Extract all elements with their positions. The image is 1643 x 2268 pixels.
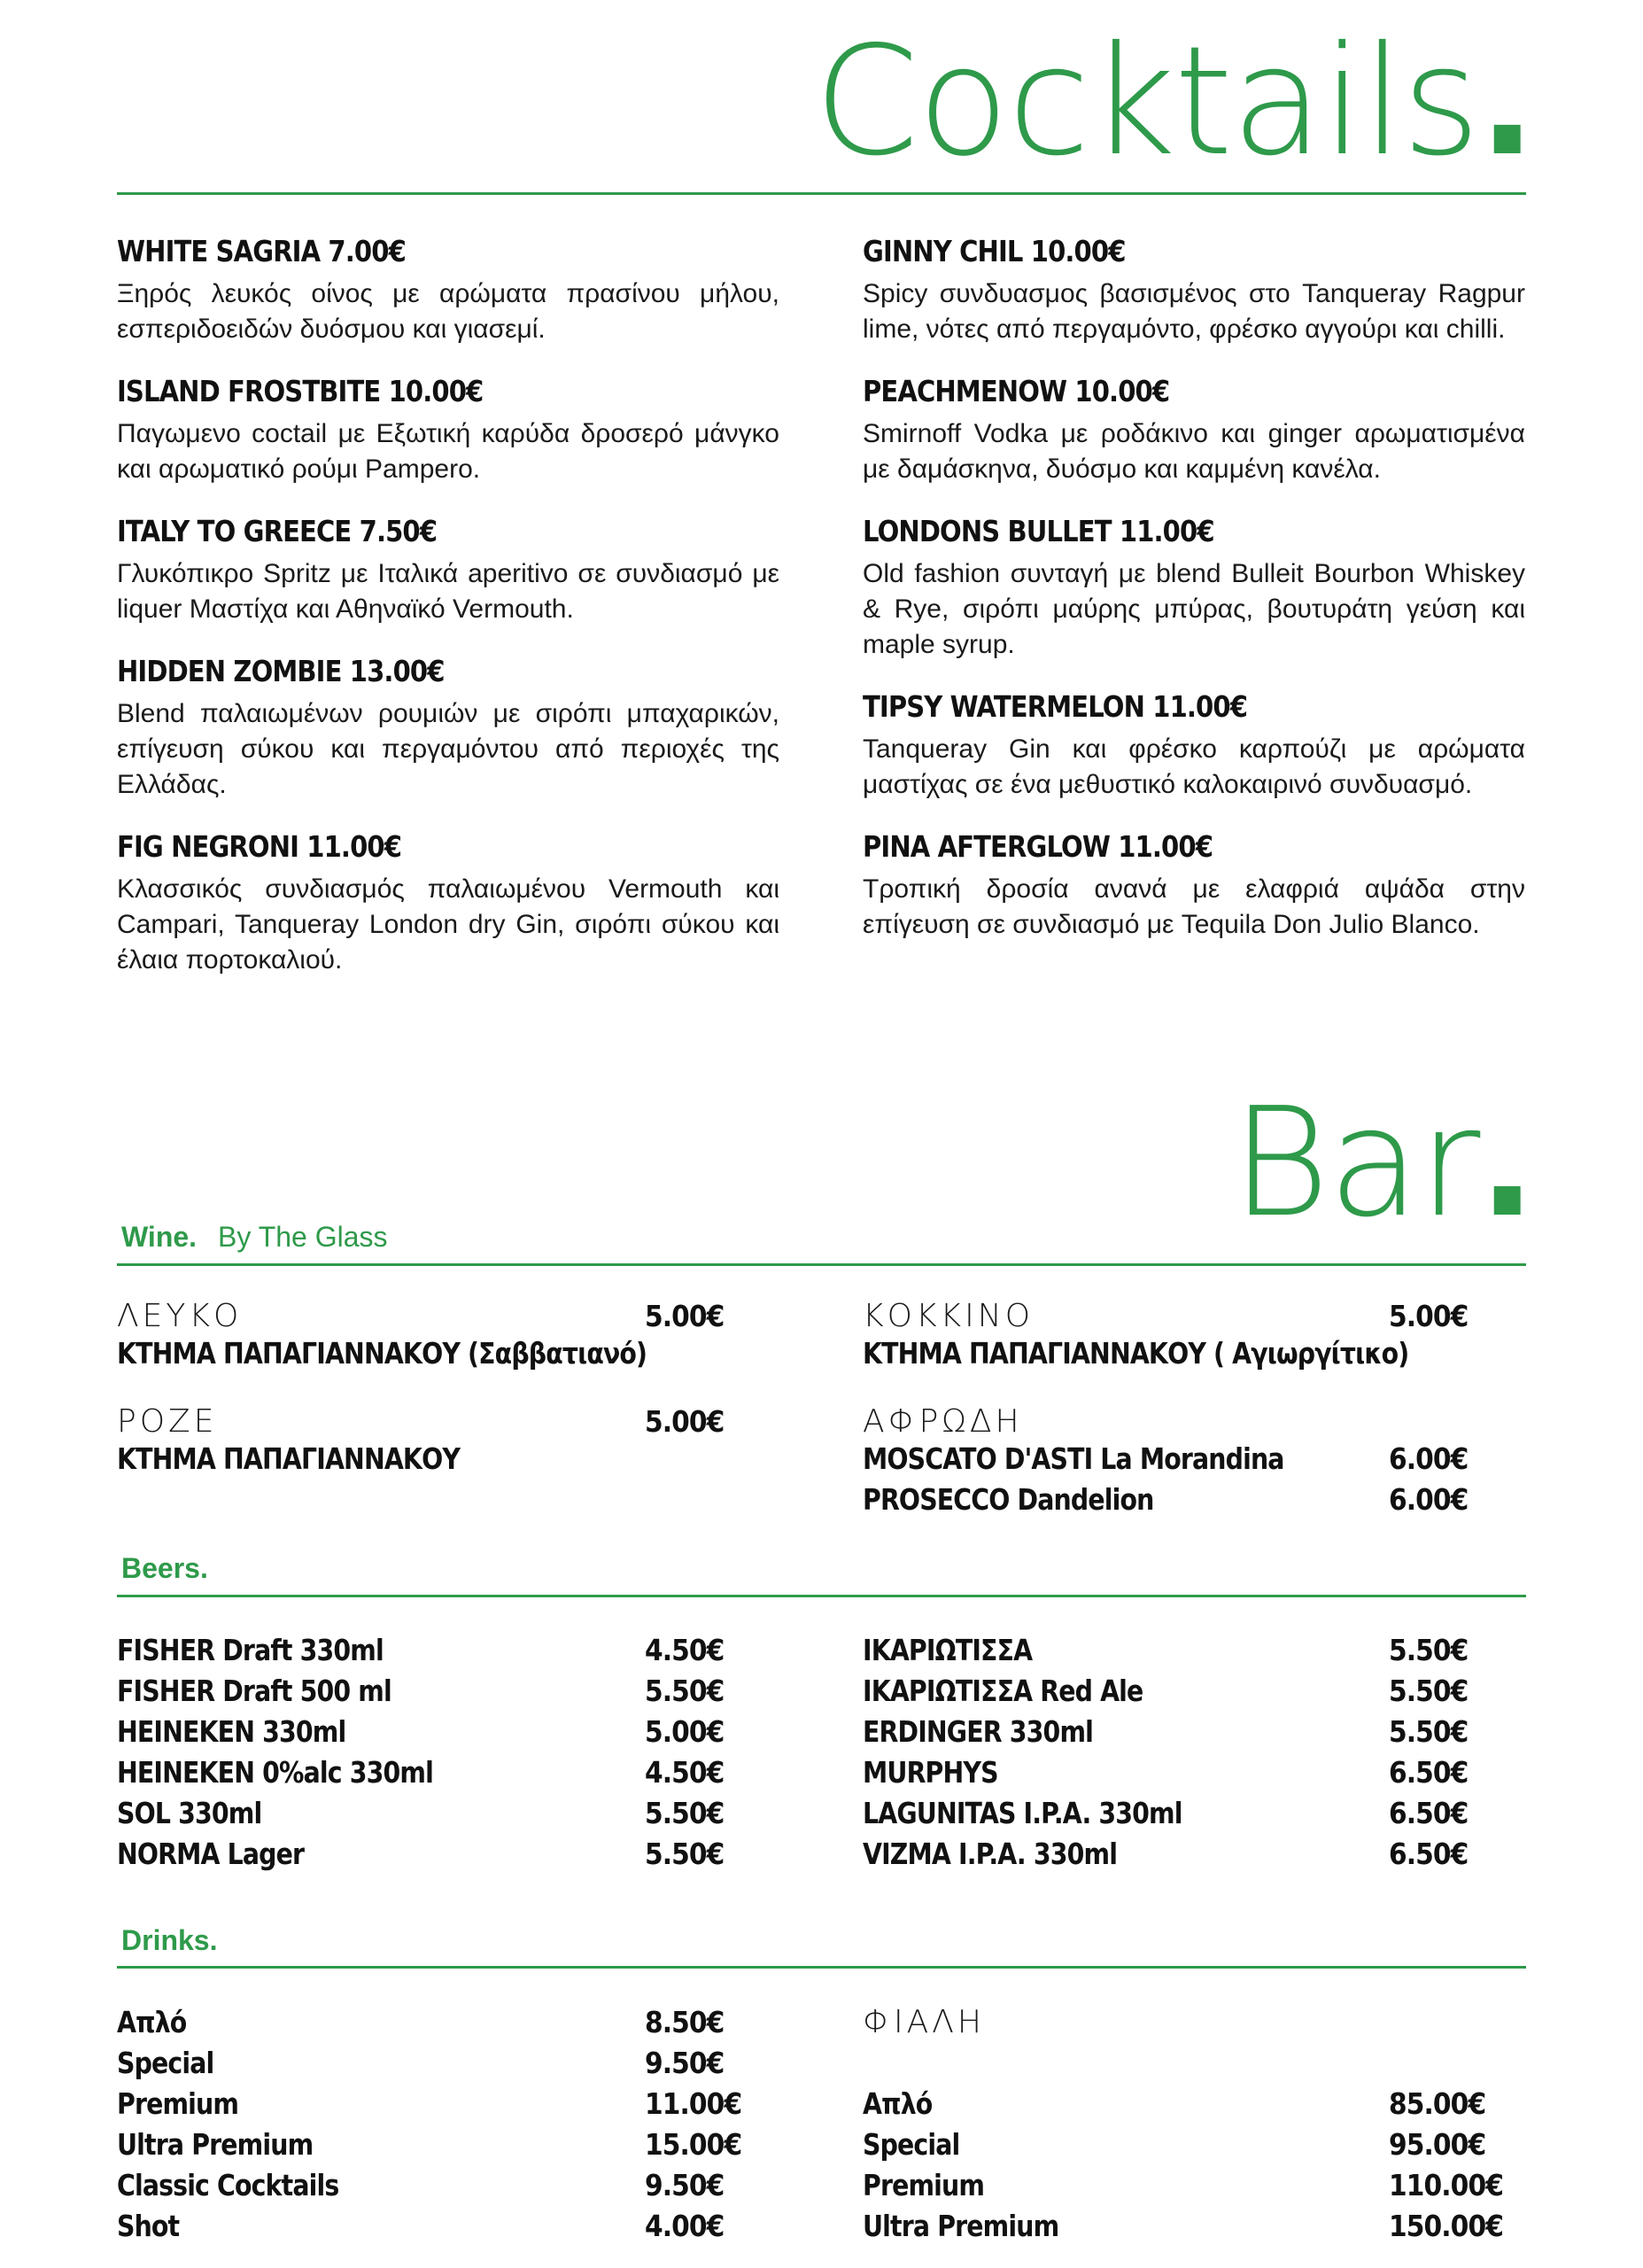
item-name: Special [863,2127,960,2162]
cocktail-item [863,827,1525,943]
cocktail-description: Γλυκόπικρο Spritz με Ιταλικά aperitivo σε συνδιασμό με liquer Μαστίχα και Αθηναϊκό Vermouth. [117,559,779,624]
cocktail-description: Old fashion συνταγή με blend Bulleit Bourbon Whiskey & Rye, σιρόπι μαύρης μπύρας, βουτυράτη γεύση και maple syrup. [863,559,1525,659]
drinks-right-list [863,2084,1503,2247]
cocktail-name: ITALY TO GREECE 7.50€ [117,514,438,548]
list-item [117,2002,755,2043]
cocktail-item [863,512,1525,663]
wine-rose-name-text: ΚΤΗΜΑ ΠΑΠΑΓΙΑΝΝΑΚΟΥ [117,1441,461,1476]
drinks-divider [117,1966,1526,1969]
cocktail-description: Τροπική δροσία ανανά με ελαφριά αψάδα στην επίγευση σε συνδιασμό με Tequila Don Julio Blanco. [863,874,1525,939]
item-price: 5.50€ [645,1674,725,1708]
cocktail-description: Blend παλαιωμένων ρουμιών με σιρόπι μπαχαρικών, επίγευση σύκου και περγαμόντου από περιοχές της Ελλάδας. [117,699,779,799]
list-item [863,2206,1503,2247]
list-item [117,2084,755,2124]
item-name: ΙΚΑΡΙΩΤΙΣΣΑ Red Ale [863,1674,1143,1708]
item-price: 4.00€ [645,2209,725,2243]
wine-rose-price: 5.00€ [645,1404,725,1439]
item-name: HEINEKEN 330ml [117,1714,346,1749]
wine-white-name-text: ΚΤΗΜΑ ΠΑΠΑΓΙΑΝΝΑΚΟΥ (Σαββατιανό) [117,1336,647,1371]
wine-divider [117,1263,1526,1266]
beers-divider [117,1595,1526,1597]
cocktails-title [813,14,1534,190]
cocktail-description: Tanqueray Gin και φρέσκο καρπούζι με αρώματα μαστίχας σε ένα μεθυστικό καλοκαιρινό συνδυασμό. [863,734,1525,799]
list-item [117,2043,755,2084]
cocktail-name: WHITE SAGRIA 7.00€ [117,234,406,268]
item-price: 6.00€ [1389,1482,1469,1517]
cocktails-right-column [863,232,1525,967]
item-name: MOSCATO D'ASTI La Morandina [863,1441,1284,1476]
cocktail-item [117,512,779,627]
wine-red-category: ΚΟΚΚΙΝΟ [863,1298,1035,1334]
list-item [117,2124,755,2165]
item-name: LAGUNITAS I.P.A. 330ml [863,1796,1182,1830]
cocktail-name: TIPSY WATERMELON 11.00€ [863,689,1248,724]
wine-sublabel: By The Glass [218,1221,388,1253]
list-item [117,1712,755,1752]
item-name: Shot [117,2209,180,2243]
item-price: 85.00€ [1389,2086,1486,2121]
bar-title-dot: . [1478,1076,1534,1251]
item-price: 95.00€ [1389,2127,1486,2162]
item-price: 6.50€ [1389,1796,1469,1830]
item-name: FISHER Draft 330ml [117,1633,384,1667]
drinks-left-list [117,2002,755,2247]
item-price: 5.50€ [645,1837,725,1871]
cocktail-description: Smirnoff Vodka με ροδάκινο και ginger αρωματισμένα με δαμάσκηνα, δυόσμο και καμμένη κανέλα. [863,419,1525,484]
wine-white-category: ΛΕΥΚΟ [117,1298,243,1334]
list-item [117,1752,755,1793]
beers-section-label: Beers. [121,1552,208,1584]
item-name: Ultra Premium [117,2127,314,2162]
item-price: 9.50€ [645,2168,725,2202]
cocktail-item [863,232,1525,347]
cocktail-name: LONDONS BULLET 11.00€ [863,514,1214,548]
cocktails-left-column [117,232,779,1003]
list-item [117,2206,755,2247]
cocktail-name: FIG NEGRONI 11.00€ [117,829,402,864]
list-item [863,2124,1500,2165]
wine-sparkling-list [863,1439,1500,1520]
wine-red-name-text: ΚΤΗΜΑ ΠΑΠΑΓΙΑΝΝΑΚΟΥ ( Αγιωργίτικο) [863,1336,1409,1371]
item-name: Απλό [117,2005,187,2039]
item-name: VIZMA I.P.A. 330ml [863,1837,1118,1871]
item-price: 6.50€ [1389,1837,1469,1871]
cocktail-description: Spicy συνδυασμος βασισμένος στο Tanqueray Ragpur lime, νότες από περγαμόντο, φρέσκο αγγούρι και chilli. [863,279,1525,344]
cocktail-item [863,687,1525,803]
cocktail-name: PINA AFTERGLOW 11.00€ [863,829,1213,864]
beers-left-list [117,1630,755,1875]
item-name: Απλό [863,2086,933,2121]
list-item [863,1480,1500,1520]
item-price: 4.50€ [645,1633,725,1667]
list-item [117,1793,755,1834]
cocktail-name: GINNY CHIL 10.00€ [863,234,1126,268]
list-item [863,2084,1500,2124]
item-price: 5.50€ [645,1796,725,1830]
cocktail-description: Ξηρός λευκός οίνος με αρώματα πρασίνου μήλου, εσπεριδοειδών δυόσμου και γιασεμί. [117,279,779,344]
list-item [863,1630,1500,1671]
item-price: 8.50€ [645,2005,725,2039]
cocktail-description: Παγωμενο coctail με Εξωτική καρύδα δροσερό μάνγκο και αρωματικό ρούμι Pampero. [117,419,779,484]
wine-red-price: 5.00€ [1389,1299,1469,1333]
item-price: 6.50€ [1389,1755,1469,1790]
wine-section-label [121,1221,388,1254]
cocktails-title-text: Cocktails [813,14,1479,190]
item-name: Premium [863,2168,985,2202]
cocktail-item [117,827,779,978]
item-name: SOL 330ml [117,1796,262,1830]
drinks-bottle-category: ΦΙΑΛΗ [863,2004,985,2040]
item-name: PROSECCO Dandelion [863,1482,1154,1517]
item-price: 15.00€ [645,2127,742,2162]
item-name: HEINEKEN 0%alc 330ml [117,1755,433,1790]
bar-title [1231,1076,1534,1251]
cocktails-title-dot: . [1478,14,1534,190]
cocktail-item [117,232,779,347]
drinks-section-label: Drinks. [121,1924,218,1956]
list-item [117,1671,755,1712]
list-item [863,1671,1500,1712]
bar-title-text: Bar [1231,1076,1479,1251]
wine-rose-category: ΡΟΖΕ [117,1403,218,1440]
list-item [117,1630,755,1671]
cocktail-name: ISLAND FROSTBITE 10.00€ [117,374,484,408]
item-price: 4.50€ [645,1755,725,1790]
item-price: 110.00€ [1389,2168,1503,2202]
list-item [863,1712,1500,1752]
item-name: ERDINGER 330ml [863,1714,1094,1749]
cocktail-item [117,652,779,803]
wine-sparkling-category: ΑΦΡΩΔΗ [863,1403,1023,1440]
wine-white-name [117,1333,733,1374]
cocktail-name: HIDDEN ZOMBIE 13.00€ [117,654,445,688]
list-item [863,2165,1503,2206]
list-item [117,1834,755,1875]
item-price: 9.50€ [645,2046,725,2080]
item-price: 11.00€ [645,2086,742,2121]
item-name: Premium [117,2086,239,2121]
cocktail-name: PEACHMENOW 10.00€ [863,374,1170,408]
item-price: 5.50€ [1389,1674,1469,1708]
item-price: 5.50€ [1389,1633,1469,1667]
item-name: ΙΚΑΡΙΩΤΙΣΣΑ [863,1633,1033,1667]
item-price: 5.50€ [1389,1714,1469,1749]
item-name: MURPHYS [863,1755,998,1790]
item-name: Classic Cocktails [117,2168,339,2202]
wine-label: Wine. [121,1221,198,1253]
list-item [117,2165,755,2206]
item-name: NORMA Lager [117,1837,305,1871]
item-price: 6.00€ [1389,1441,1469,1476]
wine-rose-name [117,1439,515,1480]
cocktail-description: Κλασσικός συνδιασμός παλαιωμένου Vermouth και Campari, Tanqueray London dry Gin, σιρόπι σύκου και έλαια πορτοκαλιού. [117,874,779,975]
wine-white-price: 5.00€ [645,1299,725,1333]
item-name: Ultra Premium [863,2209,1059,2243]
beers-right-list [863,1630,1500,1875]
item-name: Special [117,2046,214,2080]
cocktails-divider [117,192,1526,195]
list-item [863,1834,1500,1875]
item-name: FISHER Draft 500 ml [117,1674,391,1708]
cocktail-item [863,372,1525,487]
cocktail-item [117,372,779,487]
item-price: 5.00€ [645,1714,725,1749]
list-item [863,1439,1500,1480]
list-item [863,1752,1500,1793]
list-item [863,1793,1500,1834]
wine-red-name [863,1333,1498,1374]
item-price: 150.00€ [1389,2209,1503,2243]
